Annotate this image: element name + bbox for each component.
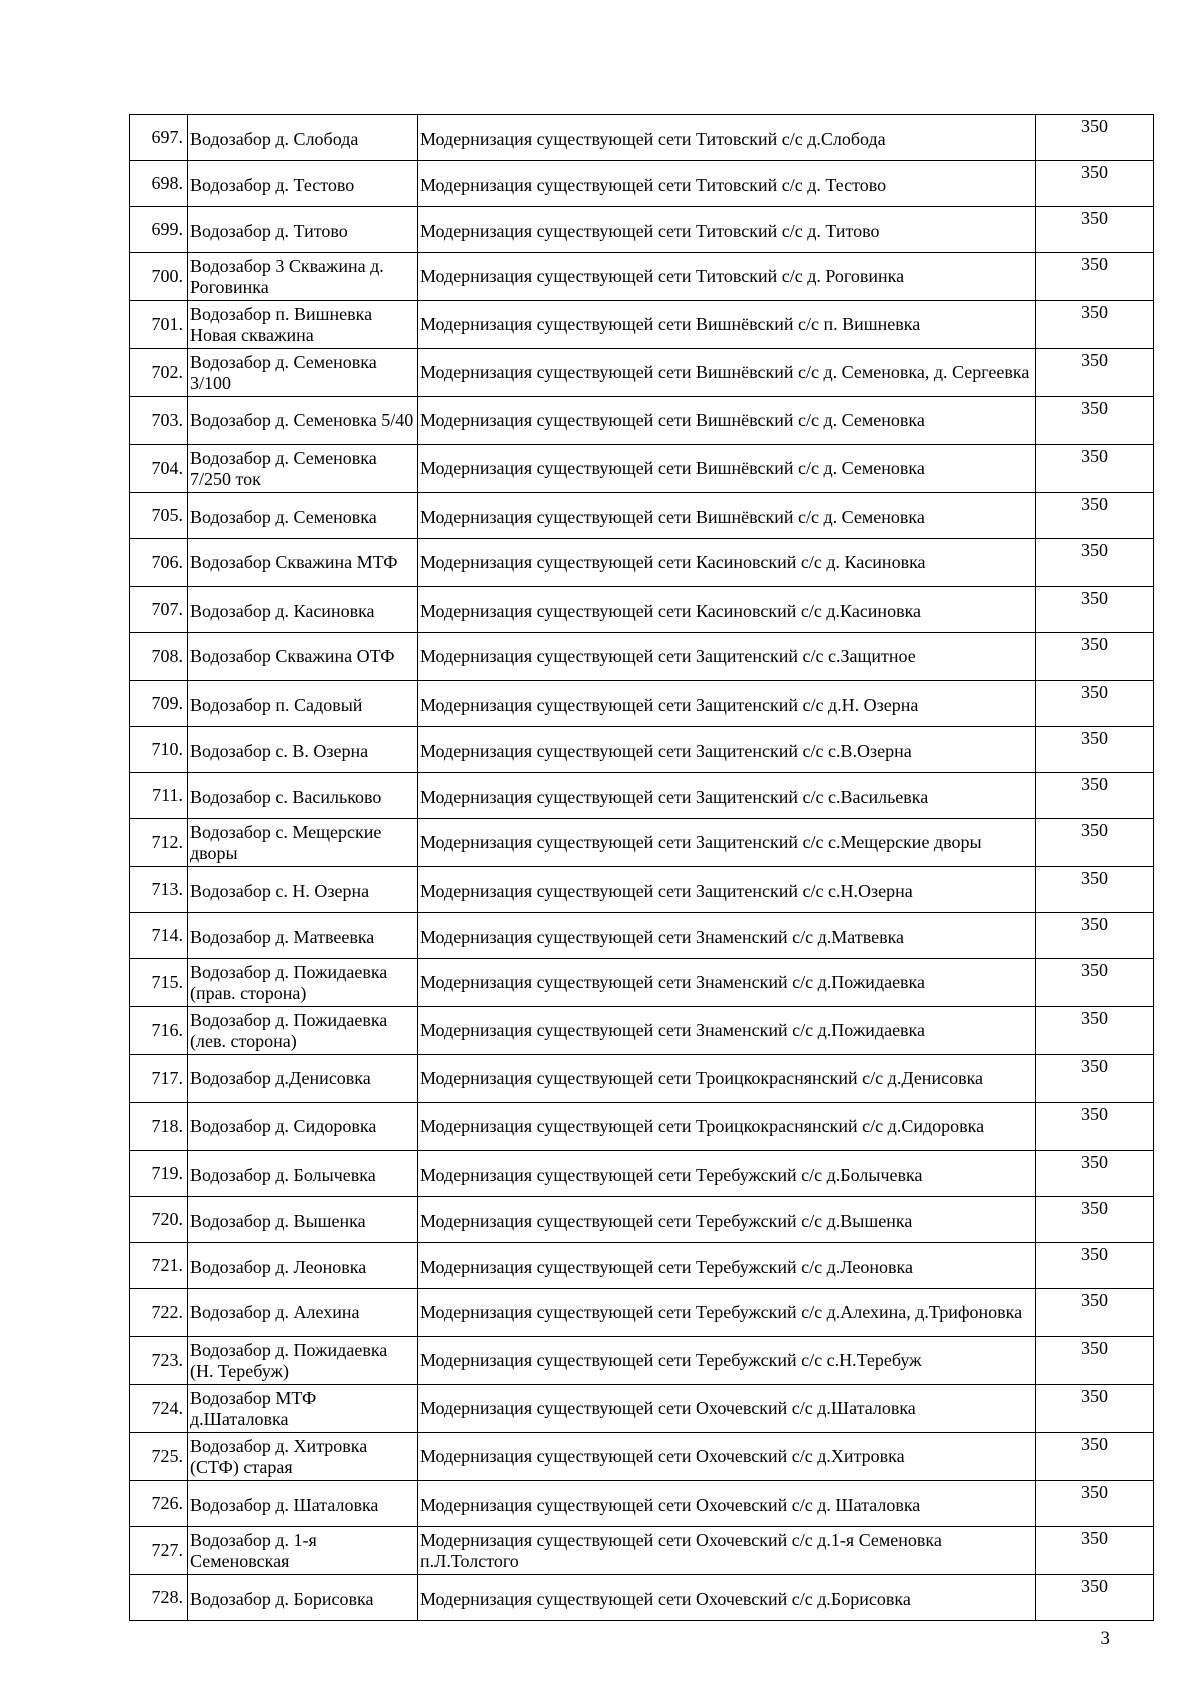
amount-value: 350: [1036, 1197, 1154, 1243]
table-row: [130, 587, 1154, 633]
row-number: 706.: [130, 539, 188, 587]
work-description: Модернизация существующей сети Титовский с/с д. Титово: [418, 207, 1036, 253]
work-description: Модернизация существующей сети Знаменский с/с д.Пожидаевка: [418, 1007, 1036, 1055]
table-row: [130, 397, 1154, 445]
work-description: Модернизация существующей сети Касиновский с/с д.Касиновка: [418, 587, 1036, 633]
row-number: 704.: [130, 445, 188, 493]
table-row: [130, 301, 1154, 349]
object-name: Водозабор 3 Скважина д. Роговинка: [188, 253, 418, 301]
table-row: [130, 1151, 1154, 1197]
amount-value: 350: [1036, 1575, 1154, 1621]
object-name: Водозабор д. Пожидаевка (прав. сторона): [188, 959, 418, 1007]
amount-value: 350: [1036, 349, 1154, 397]
work-description: Модернизация существующей сети Теребужский с/с д.Леоновка: [418, 1243, 1036, 1289]
row-number: 705.: [130, 493, 188, 539]
amount-value: 350: [1036, 1007, 1154, 1055]
table-row: [130, 1385, 1154, 1433]
amount-value: 350: [1036, 1337, 1154, 1385]
object-name: Водозабор д.Денисовка: [188, 1055, 418, 1103]
work-description: Модернизация существующей сети Охочевский с/с д.Борисовка: [418, 1575, 1036, 1621]
object-name: Водозабор д. Семеновка 7/250 ток: [188, 445, 418, 493]
object-name: Водозабор п. Садовый: [188, 681, 418, 727]
row-number: 713.: [130, 867, 188, 913]
work-description: Модернизация существующей сети Троицкокраснянский с/с д.Денисовка: [418, 1055, 1036, 1103]
row-number: 714.: [130, 913, 188, 959]
amount-value: 350: [1036, 161, 1154, 207]
table-row: [130, 959, 1154, 1007]
amount-value: 350: [1036, 1385, 1154, 1433]
row-number: 700.: [130, 253, 188, 301]
row-number: 723.: [130, 1337, 188, 1385]
table-row: [130, 1103, 1154, 1151]
row-number: 702.: [130, 349, 188, 397]
page-number: 3: [1100, 1628, 1110, 1649]
table-row: [130, 1481, 1154, 1527]
row-number: 728.: [130, 1575, 188, 1621]
table-row: [130, 1433, 1154, 1481]
work-description: Модернизация существующей сети Титовский с/с д. Роговинка: [418, 253, 1036, 301]
object-name: Водозабор д. Семеновка 3/100: [188, 349, 418, 397]
table-body: [130, 115, 1154, 1621]
row-number: 708.: [130, 633, 188, 681]
object-name: Водозабор д. 1-я Семеновская: [188, 1527, 418, 1575]
amount-value: 350: [1036, 1151, 1154, 1197]
amount-value: 350: [1036, 1481, 1154, 1527]
object-name: Водозабор д. Сидоровка: [188, 1103, 418, 1151]
amount-value: 350: [1036, 115, 1154, 161]
work-description: Модернизация существующей сети Касиновский с/с д. Касиновка: [418, 539, 1036, 587]
object-name: Водозабор Скважина ОТФ: [188, 633, 418, 681]
table-row: [130, 1197, 1154, 1243]
object-name: Водозабор п. Вишневка Новая скважина: [188, 301, 418, 349]
table-row: [130, 1243, 1154, 1289]
row-number: 721.: [130, 1243, 188, 1289]
table-row: [130, 161, 1154, 207]
work-description: Модернизация существующей сети Вишнёвский с/с д. Семеновка: [418, 397, 1036, 445]
table-row: [130, 1007, 1154, 1055]
work-description: Модернизация существующей сети Теребужский с/с д.Болычевка: [418, 1151, 1036, 1197]
table-row: [130, 681, 1154, 727]
table-row: [130, 253, 1154, 301]
table-row: [130, 1289, 1154, 1337]
work-description: Модернизация существующей сети Охочевский с/с д.Хитровка: [418, 1433, 1036, 1481]
object-name: Водозабор д. Вышенка: [188, 1197, 418, 1243]
object-name: Водозабор д. Леоновка: [188, 1243, 418, 1289]
object-name: Водозабор с. В. Озерна: [188, 727, 418, 773]
amount-value: 350: [1036, 587, 1154, 633]
work-description: Модернизация существующей сети Охочевский с/с д.Шаталовка: [418, 1385, 1036, 1433]
table-row: [130, 1575, 1154, 1621]
amount-value: 350: [1036, 207, 1154, 253]
amount-value: 350: [1036, 1433, 1154, 1481]
row-number: 718.: [130, 1103, 188, 1151]
row-number: 698.: [130, 161, 188, 207]
work-description: Модернизация существующей сети Защитенский с/с с.В.Озерна: [418, 727, 1036, 773]
row-number: 722.: [130, 1289, 188, 1337]
object-name: Водозабор д. Титово: [188, 207, 418, 253]
amount-value: 350: [1036, 253, 1154, 301]
amount-value: 350: [1036, 493, 1154, 539]
work-description: Модернизация существующей сети Вишнёвский с/с д. Семеновка: [418, 493, 1036, 539]
amount-value: 350: [1036, 1103, 1154, 1151]
amount-value: 350: [1036, 773, 1154, 819]
work-description: Модернизация существующей сети Защитенский с/с д.Н. Озерна: [418, 681, 1036, 727]
amount-value: 350: [1036, 1527, 1154, 1575]
object-name: Водозабор Скважина МТФ: [188, 539, 418, 587]
work-description: Модернизация существующей сети Охочевский с/с д.1-я Семеновка п.Л.Толстого: [418, 1527, 1036, 1575]
table-row: [130, 539, 1154, 587]
work-description: Модернизация существующей сети Защитенский с/с с.Васильевка: [418, 773, 1036, 819]
object-name: Водозабор д. Хитровка (СТФ) старая: [188, 1433, 418, 1481]
row-number: 720.: [130, 1197, 188, 1243]
object-name: Водозабор с. Н. Озерна: [188, 867, 418, 913]
row-number: 727.: [130, 1527, 188, 1575]
amount-value: 350: [1036, 301, 1154, 349]
work-description: Модернизация существующей сети Теребужский с/с д.Вышенка: [418, 1197, 1036, 1243]
object-name: Водозабор д. Слобода: [188, 115, 418, 161]
amount-value: 350: [1036, 867, 1154, 913]
table-row: [130, 1337, 1154, 1385]
amount-value: 350: [1036, 397, 1154, 445]
work-description: Модернизация существующей сети Знаменский с/с д.Матвевка: [418, 913, 1036, 959]
table-row: [130, 349, 1154, 397]
object-name: Водозабор д. Матвеевка: [188, 913, 418, 959]
work-description: Модернизация существующей сети Охочевский с/с д. Шаталовка: [418, 1481, 1036, 1527]
amount-value: 350: [1036, 727, 1154, 773]
table-row: [130, 445, 1154, 493]
amount-value: 350: [1036, 1243, 1154, 1289]
work-description: Модернизация существующей сети Вишнёвский с/с д. Семеновка: [418, 445, 1036, 493]
row-number: 709.: [130, 681, 188, 727]
row-number: 725.: [130, 1433, 188, 1481]
work-description: Модернизация существующей сети Троицкокраснянский с/с д.Сидоровка: [418, 1103, 1036, 1151]
row-number: 707.: [130, 587, 188, 633]
table-row: [130, 633, 1154, 681]
row-number: 701.: [130, 301, 188, 349]
row-number: 710.: [130, 727, 188, 773]
row-number: 715.: [130, 959, 188, 1007]
row-number: 711.: [130, 773, 188, 819]
work-description: Модернизация существующей сети Вишнёвский с/с д. Семеновка, д. Сергеевка: [418, 349, 1036, 397]
table-row: [130, 773, 1154, 819]
water-intake-table: [129, 114, 1154, 1621]
object-name: Водозабор д. Пожидаевка (Н. Теребуж): [188, 1337, 418, 1385]
amount-value: 350: [1036, 1289, 1154, 1337]
work-description: Модернизация существующей сети Вишнёвский с/с п. Вишневка: [418, 301, 1036, 349]
object-name: Водозабор д. Семеновка 5/40: [188, 397, 418, 445]
work-description: Модернизация существующей сети Защитенский с/с с.Н.Озерна: [418, 867, 1036, 913]
row-number: 697.: [130, 115, 188, 161]
object-name: Водозабор д. Семеновка: [188, 493, 418, 539]
work-description: Модернизация существующей сети Титовский с/с д. Тестово: [418, 161, 1036, 207]
row-number: 703.: [130, 397, 188, 445]
object-name: Водозабор д. Борисовка: [188, 1575, 418, 1621]
object-name: Водозабор д. Касиновка: [188, 587, 418, 633]
work-description: Модернизация существующей сети Теребужский с/с с.Н.Теребуж: [418, 1337, 1036, 1385]
amount-value: 350: [1036, 445, 1154, 493]
object-name: Водозабор д. Алехина: [188, 1289, 418, 1337]
amount-value: 350: [1036, 539, 1154, 587]
work-description: Модернизация существующей сети Теребужский с/с д.Алехина, д.Трифоновка: [418, 1289, 1036, 1337]
row-number: 712.: [130, 819, 188, 867]
object-name: Водозабор д. Шаталовка: [188, 1481, 418, 1527]
table-row: [130, 913, 1154, 959]
amount-value: 350: [1036, 913, 1154, 959]
amount-value: 350: [1036, 633, 1154, 681]
row-number: 699.: [130, 207, 188, 253]
object-name: Водозабор с. Васильково: [188, 773, 418, 819]
row-number: 716.: [130, 1007, 188, 1055]
amount-value: 350: [1036, 1055, 1154, 1103]
table-row: [130, 207, 1154, 253]
work-description: Модернизация существующей сети Защитенский с/с с.Защитное: [418, 633, 1036, 681]
amount-value: 350: [1036, 959, 1154, 1007]
table-row: [130, 819, 1154, 867]
row-number: 726.: [130, 1481, 188, 1527]
object-name: Водозабор д. Пожидаевка (лев. сторона): [188, 1007, 418, 1055]
work-description: Модернизация существующей сети Защитенский с/с с.Мещерские дворы: [418, 819, 1036, 867]
row-number: 717.: [130, 1055, 188, 1103]
object-name: Водозабор д. Болычевка: [188, 1151, 418, 1197]
work-description: Модернизация существующей сети Титовский с/с д.Слобода: [418, 115, 1036, 161]
object-name: Водозабор МТФ д.Шаталовка: [188, 1385, 418, 1433]
row-number: 719.: [130, 1151, 188, 1197]
amount-value: 350: [1036, 819, 1154, 867]
table-row: [130, 727, 1154, 773]
table-row: [130, 1527, 1154, 1575]
object-name: Водозабор с. Мещерские дворы: [188, 819, 418, 867]
row-number: 724.: [130, 1385, 188, 1433]
work-description: Модернизация существующей сети Знаменский с/с д.Пожидаевка: [418, 959, 1036, 1007]
table-row: [130, 115, 1154, 161]
table-row: [130, 493, 1154, 539]
object-name: Водозабор д. Тестово: [188, 161, 418, 207]
table-row: [130, 1055, 1154, 1103]
table-row: [130, 867, 1154, 913]
amount-value: 350: [1036, 681, 1154, 727]
